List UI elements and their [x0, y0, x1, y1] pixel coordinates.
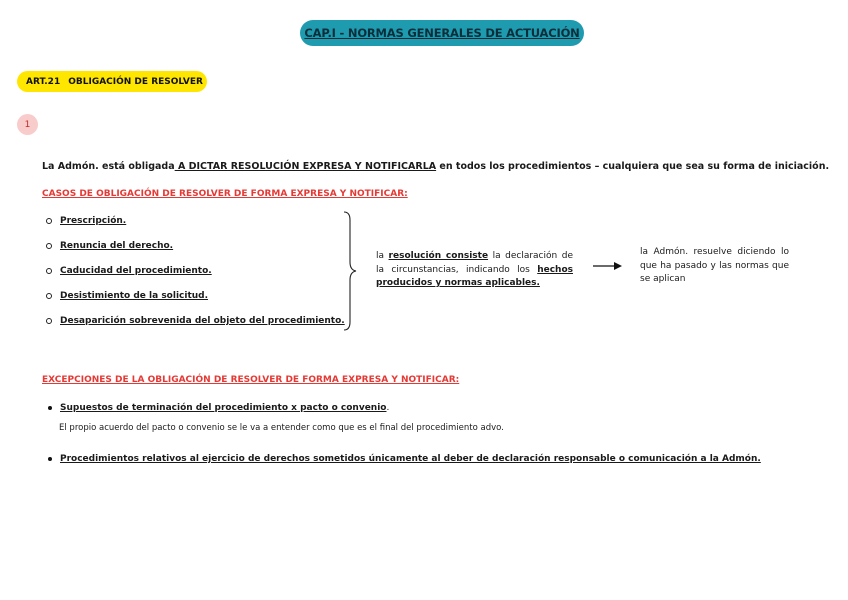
circle-bullet-icon	[46, 318, 52, 324]
article-number: ART.21	[26, 76, 61, 87]
case-item-label: Renuncia del derecho.	[60, 241, 174, 251]
intro-paragraph	[42, 161, 829, 172]
chapter-title-banner	[300, 20, 584, 46]
resolution-note-emphasis-1: resolución consiste	[388, 251, 489, 261]
cases-heading: CASOS DE OBLIGACIÓN DE RESOLVER DE FORMA EXPRESA Y NOTIFICAR:	[42, 189, 408, 199]
exception-item	[48, 403, 389, 413]
resolution-note-text-2: la declaración de la circunstancias, indicando los	[376, 251, 573, 275]
case-item	[46, 266, 212, 276]
exception-item-tail: .	[386, 403, 390, 413]
resolution-note	[376, 250, 573, 291]
case-item	[46, 291, 208, 301]
circle-bullet-icon	[46, 293, 52, 299]
curly-brace-icon	[340, 210, 360, 332]
case-item	[46, 241, 173, 251]
intro-prefix: La Admón. está obligada	[42, 161, 175, 172]
case-item-label: Desaparición sobrevenida del objeto del procedimiento.	[60, 316, 345, 326]
exception-item-label: Supuestos de terminación del procedimiento x pacto o convenio	[60, 403, 387, 413]
exception-item-label: Procedimientos relativos al ejercicio de derechos sometidos únicamente al deber de declaración responsable o comunicación a la Admón.	[60, 454, 761, 464]
arrow-right-icon	[592, 260, 624, 272]
article-banner	[17, 71, 207, 92]
circle-bullet-icon	[46, 243, 52, 249]
case-item-label: Prescripción.	[60, 216, 127, 226]
resolution-note-emphasis-2: hechos producidos y normas aplicables.	[376, 264, 573, 288]
article-title: OBLIGACIÓN DE RESOLVER	[68, 76, 203, 87]
admon-note: la Admón. resuelve diciendo lo que ha pasado y las normas que se aplican	[640, 247, 789, 284]
section-number-badge: 1	[17, 114, 38, 135]
bullet-dot-icon	[48, 457, 52, 461]
case-item-label: Caducidad del procedimiento.	[60, 266, 212, 276]
circle-bullet-icon	[46, 268, 52, 274]
exceptions-heading: EXCEPCIONES DE LA OBLIGACIÓN DE RESOLVER DE FORMA EXPRESA Y NOTIFICAR:	[42, 375, 460, 385]
circle-bullet-icon	[46, 218, 52, 224]
resolution-note-text-1: la	[376, 251, 389, 261]
intro-highlight: A DICTAR RESOLUCIÓN EXPRESA Y NOTIFICARLA	[174, 161, 437, 172]
exception-detail: El propio acuerdo del pacto o convenio se le va a entender como que es el final del procedimiento advo.	[59, 423, 504, 433]
exception-item	[48, 454, 761, 464]
case-item	[46, 216, 126, 226]
case-item	[46, 316, 345, 326]
chapter-title: CAP.I - NORMAS GENERALES DE ACTUACIÓN	[304, 26, 580, 40]
bullet-dot-icon	[48, 406, 52, 410]
case-item-label: Desistimiento de la solicitud.	[60, 291, 209, 301]
intro-suffix: en todos los procedimientos – cualquiera que sea su forma de iniciación.	[436, 161, 830, 172]
